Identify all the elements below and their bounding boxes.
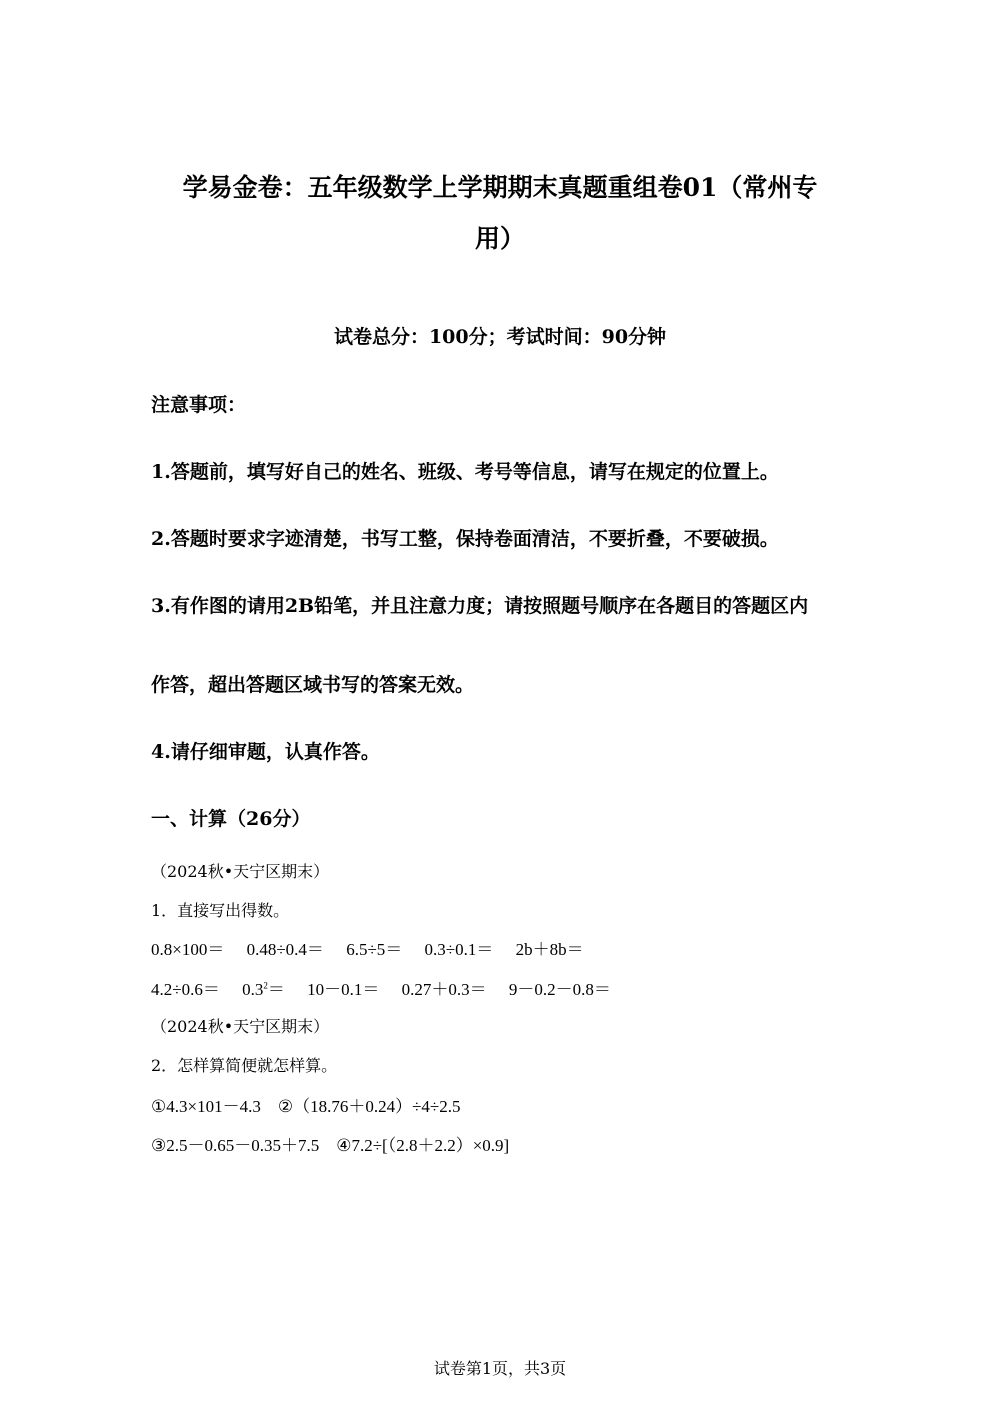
expression: 0.8×100＝ (151, 940, 225, 959)
question-2-prompt: 2．怎样算简便就怎样算。 (151, 1056, 338, 1075)
expression: 4.2÷0.6＝ (151, 980, 220, 999)
expression: 0.27＋0.3＝ (401, 980, 487, 999)
power-exponent: 2 (263, 980, 268, 991)
expression: 2b＋8b＝ (515, 940, 584, 959)
question-1-row-2 (151, 975, 611, 1000)
expression: 9－0.2－0.8＝ (508, 980, 611, 999)
expression: 10－0.1＝ (307, 980, 380, 999)
expression: 0.3÷0.1＝ (424, 940, 494, 959)
exam-subtitle: 试卷总分：100分；考试时间：90分钟 (333, 326, 667, 348)
page-footer: 试卷第1页，共3页 (433, 1359, 567, 1378)
note-item-2: 2.答题时要求字迹清楚，书写工整，保持卷面清洁，不要折叠，不要破损。 (151, 528, 779, 550)
question-2-source: （2024秋•天宁区期末） (151, 1017, 330, 1036)
section-heading-calculation: 一、计算（26分） (151, 808, 311, 830)
expression: 0.48÷0.4＝ (246, 940, 324, 959)
notes-heading: 注意事项： (151, 394, 247, 416)
question-1-source: （2024秋•天宁区期末） (151, 862, 330, 881)
expression-power (242, 980, 285, 999)
exam-title-line1: 学易金卷：五年级数学上学期期末真题重组卷01（常州专 (182, 173, 818, 202)
power-base: 0.3 (242, 980, 264, 999)
power-equals: ＝ (267, 980, 285, 999)
note-item-3-continued: 作答，超出答题区域书写的答案无效。 (151, 674, 475, 696)
question-1-row-1 (151, 935, 584, 960)
exam-title-line2: 用） (474, 224, 525, 253)
note-item-4: 4.请仔细审题，认真作答。 (151, 741, 380, 763)
question-1-prompt: 1．直接写出得数。 (151, 901, 290, 920)
expression: 6.5÷5＝ (346, 940, 403, 959)
note-item-1: 1.答题前，填写好自己的姓名、班级、考号等信息，请写在规定的位置上。 (151, 461, 779, 483)
question-2-line-2: ③2.5－0.65－0.35＋7.5 ④7.2÷[（2.8＋2.2）×0.9] (151, 1136, 510, 1155)
question-2-line-1: ①4.3×101－4.3 ②（18.76＋0.24）÷4÷2.5 (151, 1097, 461, 1116)
note-item-3: 3.有作图的请用2B铅笔，并且注意力度；请按照题号顺序在各题目的答题区内 (151, 595, 809, 617)
